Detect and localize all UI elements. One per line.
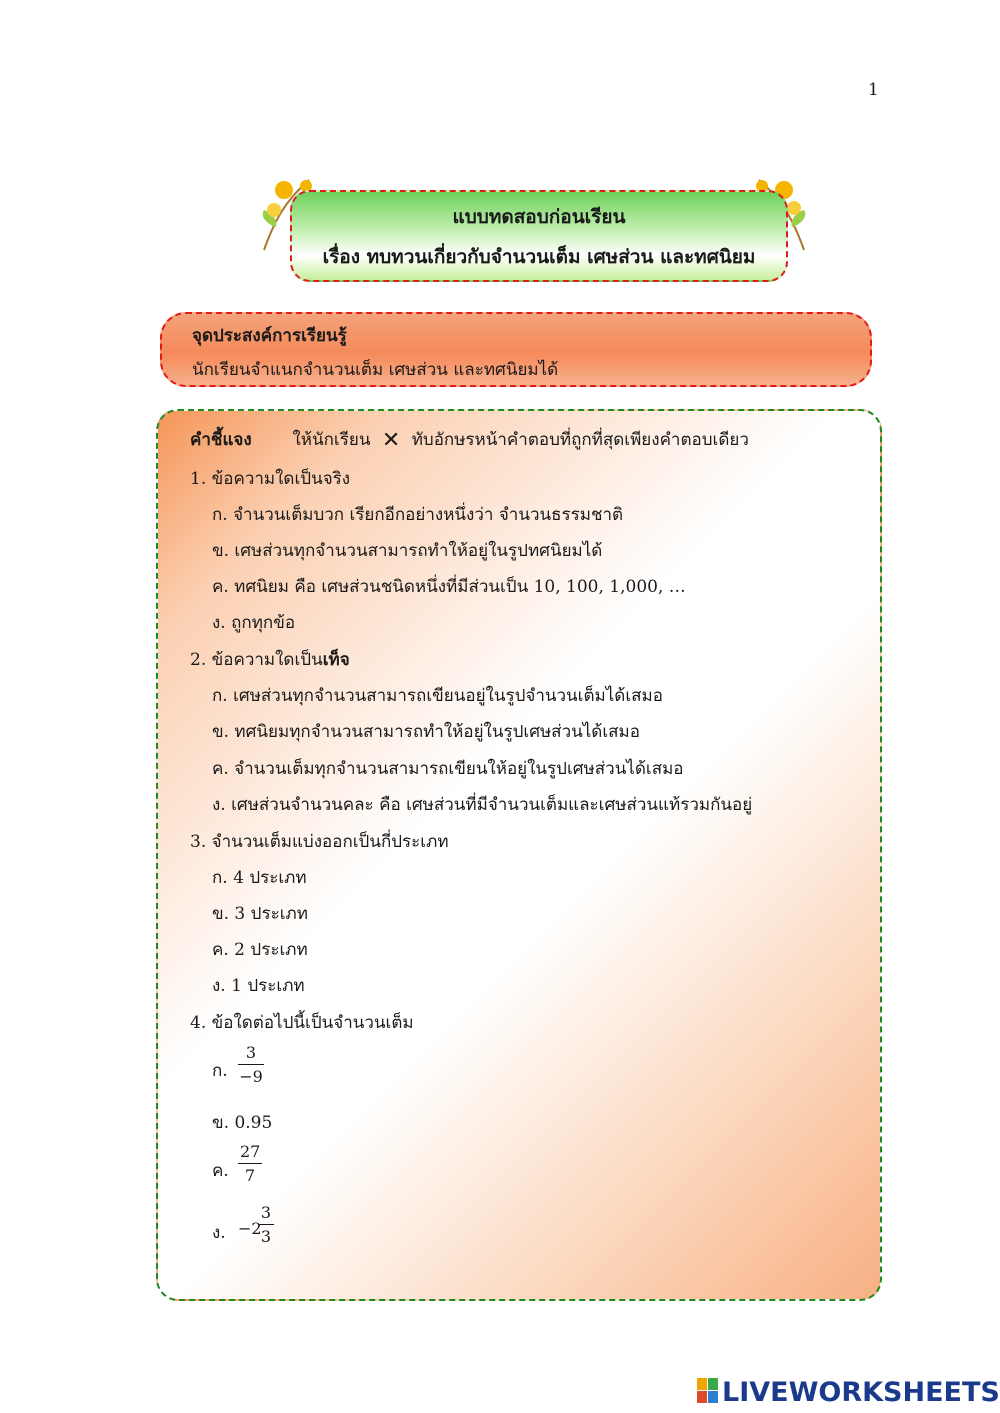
objective-text: นักเรียนจำแนกจำนวนเต็ม เศษส่วน และทศนิยมได้ <box>192 360 559 380</box>
question-4-choice-a-label[interactable]: ก. <box>212 1061 228 1081</box>
instructions-label: คำชี้แจง <box>190 430 252 450</box>
fraction-denominator: 7 <box>244 1166 256 1185</box>
page-number: 1 <box>868 80 879 100</box>
question-2-choice-c[interactable]: ค. จำนวนเต็มทุกจำนวนสามารถเขียนให้อยู่ในรูปเศษส่วนได้เสมอ <box>212 759 684 779</box>
question-2-stem-emphasis: เท็จ <box>322 650 350 670</box>
objective-heading: จุดประสงค์การเรียนรู้ <box>192 326 347 346</box>
question-2-stem-prefix: 2. ข้อความใดเป็น <box>190 650 323 670</box>
question-4-choice-b-value: 0.95 <box>234 1113 273 1133</box>
x-mark-icon: ✕ <box>381 428 401 453</box>
question-3-choice-c[interactable]: ค. 2 ประเภท <box>212 940 308 960</box>
question-4-choice-b[interactable] <box>212 1109 272 1136</box>
objective-box <box>160 312 872 387</box>
question-4-stem: 4. ข้อใดต่อไปนี้เป็นจำนวนเต็ม <box>190 1013 414 1033</box>
question-4-choice-d-fraction[interactable] <box>258 1203 274 1246</box>
question-4-choice-c-label[interactable]: ค. <box>212 1161 229 1181</box>
liveworksheets-logo <box>697 1377 1000 1408</box>
question-4-choice-c-fraction[interactable] <box>238 1142 262 1185</box>
question-3-choice-d[interactable]: ง. 1 ประเภท <box>212 976 305 996</box>
fraction-numerator: 3 <box>260 1203 272 1222</box>
instructions <box>190 426 749 453</box>
question-4-choice-a-fraction[interactable] <box>238 1043 264 1086</box>
title-banner <box>290 190 788 282</box>
liveworksheets-mark-icon <box>697 1378 719 1404</box>
question-2-choice-b[interactable]: ข. ทศนิยมทุกจำนวนสามารถทำให้อยู่ในรูปเศษส่วนได้เสมอ <box>212 722 640 742</box>
mixed-number-whole: −2 <box>238 1219 262 1238</box>
fraction-bar <box>238 1064 264 1065</box>
question-3-choice-b[interactable]: ข. 3 ประเภท <box>212 904 308 924</box>
question-1-stem: 1. ข้อความใดเป็นจริง <box>190 469 351 489</box>
question-2-stem <box>190 646 350 673</box>
question-4-choice-d-label[interactable]: ง. <box>212 1223 226 1243</box>
instructions-text-before: ให้นักเรียน <box>292 430 371 450</box>
fraction-bar <box>238 1163 262 1164</box>
question-1-choice-b[interactable]: ข. เศษส่วนทุกจำนวนสามารถทำให้อยู่ในรูปทศนิยมได้ <box>212 541 603 561</box>
question-3-choice-a[interactable]: ก. 4 ประเภท <box>212 868 307 888</box>
question-1-choice-a[interactable]: ก. จำนวนเต็มบวก เรียกอีกอย่างหนึ่งว่า จำนวนธรรมชาติ <box>212 505 624 525</box>
fraction-numerator: 3 <box>245 1043 257 1062</box>
question-1-choice-c[interactable]: ค. ทศนิยม คือ เศษส่วนชนิดหนึ่งที่มีส่วนเป็น 10, 100, 1,000, … <box>212 577 686 597</box>
fraction-bar <box>258 1224 274 1225</box>
page-title: แบบทดสอบก่อนเรียน <box>452 206 626 228</box>
fraction-denominator: −9 <box>239 1067 263 1086</box>
question-1-choice-d[interactable]: ง. ถูกทุกข้อ <box>212 613 296 633</box>
liveworksheets-logo-text: LIVEWORKSHEETS <box>722 1377 1000 1408</box>
question-4-choice-b-label: ข. <box>212 1113 230 1133</box>
instructions-text-after: ทับอักษรหน้าคำตอบที่ถูกที่สุดเพียงคำตอบเดียว <box>411 430 749 450</box>
question-2-choice-d[interactable]: ง. เศษส่วนจำนวนคละ คือ เศษส่วนที่มีจำนวนเต็มและเศษส่วนแท้รวมกันอยู่ <box>212 795 753 815</box>
fraction-denominator: 3 <box>260 1227 272 1246</box>
question-3-stem: 3. จำนวนเต็มแบ่งออกเป็นกี่ประเภท <box>190 832 449 852</box>
page-subtitle: เรื่อง ทบทวนเกี่ยวกับจำนวนเต็ม เศษส่วน และทศนิยม <box>322 246 756 268</box>
question-2-choice-a[interactable]: ก. เศษส่วนทุกจำนวนสามารถเขียนอยู่ในรูปจำนวนเต็มได้เสมอ <box>212 686 663 706</box>
fraction-numerator: 27 <box>240 1142 261 1161</box>
